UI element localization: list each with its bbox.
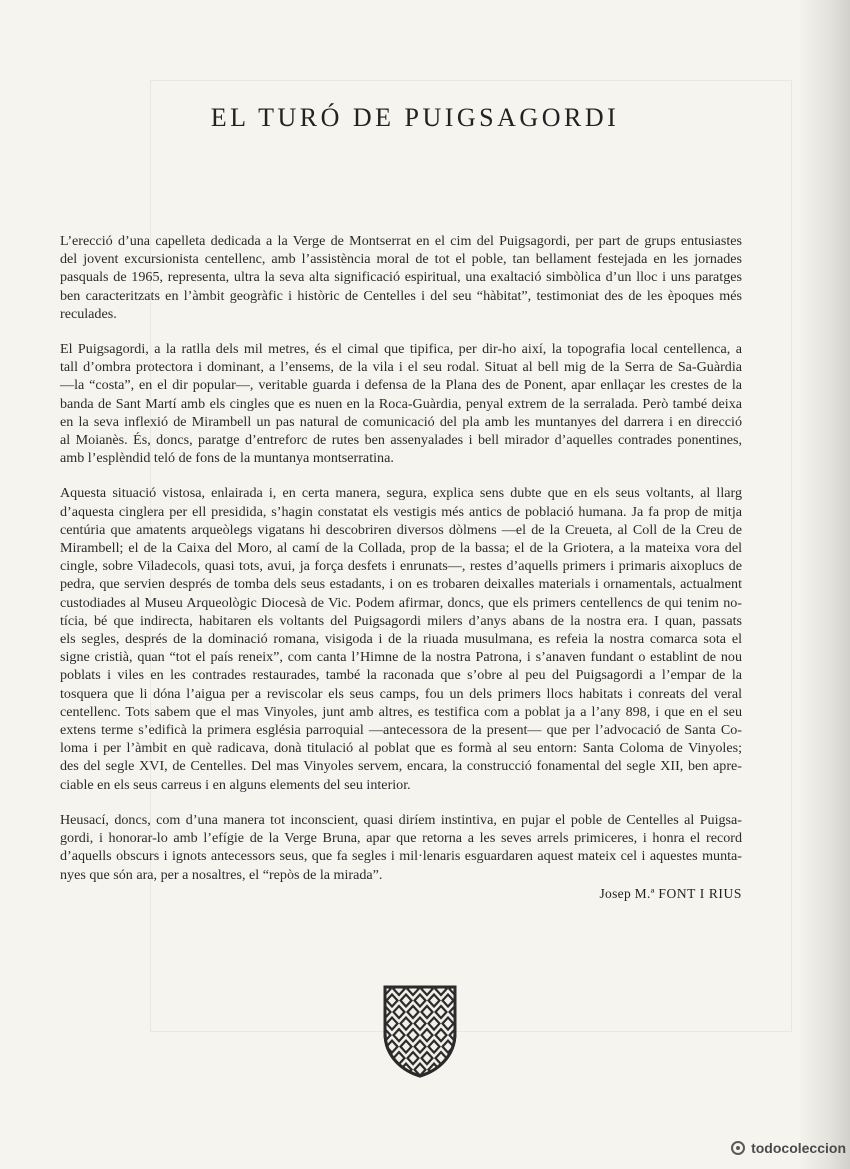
todocoleccion-logo-icon: [731, 1141, 745, 1155]
paragraph: [60, 484, 742, 793]
signature: [0, 886, 742, 902]
text-line: nyes que són ara, per a nosaltres, el “repòs de la mirada”.: [60, 866, 383, 883]
signature-surname: FONT I RIUS: [658, 886, 742, 901]
text-line: cingle, sobre Viladecols, quasi tots, avui, ja força desfets i enrunats—, restes d’aquells primers i primaris aixoplucs de: [60, 558, 742, 575]
article-body: [60, 232, 742, 884]
page-edge-shadow: [800, 0, 850, 1169]
text-line: des del segle XVI, de Centelles. Del mas Vinyoles servem, encara, la construcció fonamental del segle XII, ben apre-: [60, 758, 742, 775]
text-line: pedra, que servien després de tomba dels seus estadants, i on es trobaren deixalles materials i ornamentals, actualment: [60, 576, 742, 593]
text-line: Heusací, doncs, com d’una manera tot inconscient, quasi diríem instintiva, en pujar el poble de Centelles al Puigsa-: [60, 811, 742, 828]
paragraph: [60, 811, 742, 884]
text-line: —la “costa”, en el dir popular—, veritable guarda i defensa de la Plana des de Ponent, apar enllaçar les crestes de la: [60, 377, 742, 394]
text-line: tosquera que li dóna l’aigua per a reviscolar els seus camps, fou un dels primers llocs habitats i conreats del veral: [60, 685, 742, 702]
text-line: en la seva inflexió de Mirambell un pas natural de comunicació del pla amb les muntanyes del darrera i en direcció: [60, 413, 742, 430]
text-line: L’erecció d’una capelleta dedicada a la Verge de Montserrat en el cim del Puigsagordi, per part de grups entusiastes: [60, 233, 742, 249]
text-line: loma i per l’àmbit en què radicava, donà titulació al poblat que es formà al seu entorn: Santa Coloma de Vinyoles;: [60, 740, 742, 757]
text-line: amb l’esplèndid teló de fons de la muntanya montserratina.: [60, 450, 394, 467]
signature-first-name: Josep M.ª: [599, 886, 655, 901]
page-title: EL TURÓ DE PUIGSAGORDI: [210, 103, 620, 132]
text-line: al Moianès. És, doncs, paratge d’entreforc de rutes ben assenyalades i bell mirador d’aquelles contrades ponentines,: [60, 432, 742, 449]
text-line: d’aquesta cinglera per ell presidida, s’hagin constatat els vestigis més antics de població humana. Ja fa prop de mitja: [60, 503, 742, 520]
text-line: banda de Sant Martí amb els cingles que es nuen en la Roca-Guàrdia, penyal extrem de la serralada. Però també deixa: [60, 395, 742, 412]
text-line: d’aquells obscurs i ignots antecessors seus, que fa segles i mil·lenaris esguardaren aquest mateix cel i aquestes munta-: [60, 848, 742, 865]
text-line: extens terme s’edificà la primera església parroquial —antecessora de la present— que per l’advocació de Santa Co-: [60, 722, 742, 739]
text-line: del jovent excursionista centellenc, amb l’assistència moral de tot el poble, tan bellament festejada en les jornades: [60, 251, 742, 268]
text-line: signe cristià, quan “tot el país reneix”, com canta l’Himne de la nostra Patrona, i s’anaven fundant o establint de nou: [60, 649, 742, 666]
text-line: El Puigsagordi, a la ratlla dels mil metres, és el cimal que tipifica, per dir-ho així, la topografia local centellenca, a: [60, 341, 742, 358]
text-line: poblats i viles en les contrades restaurades, també la raconada que s’obre al peu del Puigsagordi a l’empar de la: [60, 667, 742, 684]
watermark-text: todocoleccion: [751, 1140, 846, 1156]
text-line: tall d’ombra protectora i dominant, a l’ensems, de la vila i el seu rodal. Situat al bell mig de la Serra de Sa-Guàrdia: [60, 359, 742, 376]
text-line: ciable en els seus carreus i en alguns elements del seu interior.: [60, 776, 411, 793]
text-line: ben caracteritzats en l’àmbit geogràfic i històric de Centelles i del seu “hàbitat”, testimoniat des de les èpoques més: [60, 287, 742, 304]
paragraph: [60, 340, 742, 467]
text-line: els segles, després de la dominació romana, visigoda i de la riuada musulmana, es refeia la nostra comarca sota el: [60, 631, 742, 648]
text-line: gordi, i honorar-lo amb l’efígie de la Verge Bruna, apar que retorna a les seves arrels primiceres, i honra el record: [60, 830, 742, 847]
text-line: centellenc. Tots sabem que el mas Vinyoles, junt amb altres, es testifica com a poblat ja a l’any 898, i que en el seu: [60, 703, 742, 720]
text-line: pasquals de 1965, representa, ultra la seva alta significació espiritual, una exaltació simbòlica d’un lloc i uns paratges: [60, 269, 742, 286]
watermark: [731, 1140, 846, 1156]
text-line: reculades.: [60, 305, 117, 322]
text-line: Mirambell; el de la Caixa del Moro, al camí de la Collada, prop de la bassa; el de la Griotera, a la mateixa vora del: [60, 540, 742, 557]
text-line: custodiades al Museu Arqueològic Diocesà de Vic. Podem afirmar, doncs, que els primers centellencs de qui tenim no-: [60, 594, 742, 611]
text-line: tícia, bé que indirecta, habitaren els voltants del Puigsagordi milers d’anys abans de la nostra era. I quan, passats: [60, 612, 742, 629]
text-line: Aquesta situació vistosa, enlairada i, en certa manera, segura, explica sens dubte que en els seus voltants, al llarg: [60, 485, 742, 502]
text-line: centúria que amatents arqueòlegs vigatans hi descobriren diversos dòlmens —el de la Creueta, al Coll de la Creu de: [60, 521, 742, 538]
heraldic-shield-icon: [381, 983, 459, 1079]
paragraph: [60, 232, 742, 323]
